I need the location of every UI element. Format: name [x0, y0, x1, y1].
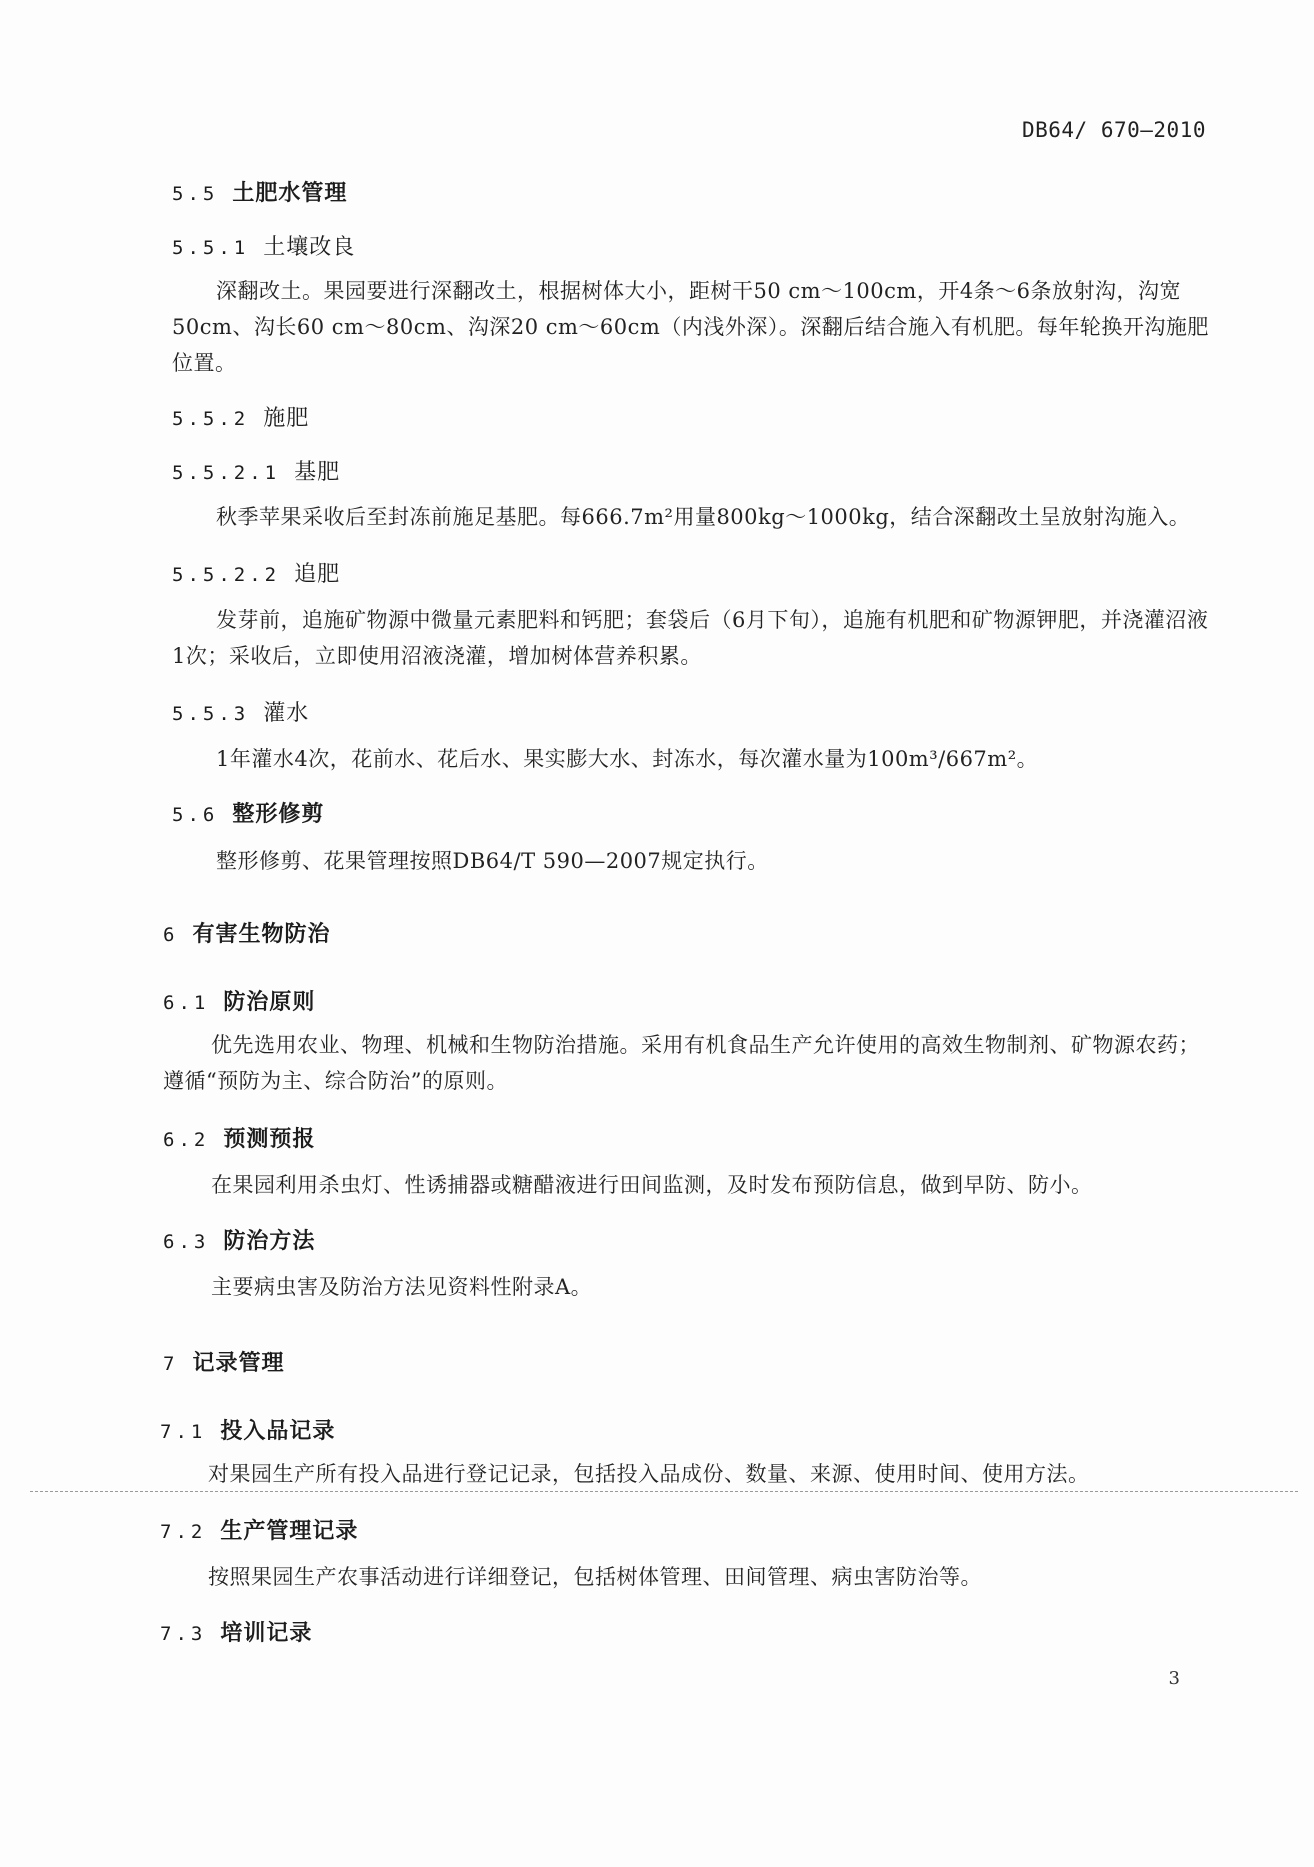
section-number: 5.5.2.1: [172, 462, 281, 484]
section-heading: [160, 1514, 358, 1545]
section-title: 有害生物防治: [192, 921, 331, 947]
section-heading: [163, 1122, 315, 1153]
section-number: 6.2: [163, 1129, 210, 1151]
section-title: 追肥: [294, 562, 341, 587]
section-number: 7.1: [160, 1421, 207, 1443]
document-code: DB64/ 670—2010: [1021, 118, 1206, 142]
section-title: 培训记录: [220, 1620, 313, 1646]
section-title: 防治方法: [223, 1228, 316, 1254]
section-heading: [163, 917, 330, 948]
page-number: 3: [1168, 1668, 1180, 1689]
paragraph: 按照果园生产农事活动进行详细登记，包括树体管理、田间管理、病虫害防治等。: [208, 1565, 982, 1589]
paragraph: 主要病虫害及防治方法见资料性附录A。: [211, 1275, 593, 1299]
paragraph: 秋季苹果采收后至封冻前施足基肥。每666.7m²用量800kg～1000kg，结合深翻改土呈放射沟施入。: [216, 505, 1191, 529]
section-title: 施肥: [263, 406, 310, 431]
section-number: 7.2: [160, 1521, 207, 1543]
section-title: 土肥水管理: [232, 180, 348, 206]
section-heading: [163, 1346, 284, 1377]
section-title: 生产管理记录: [220, 1518, 359, 1544]
paragraph: 对果园生产所有投入品进行登记记录，包括投入品成份、数量、来源、使用时间、使用方法。: [208, 1462, 1090, 1486]
section-heading: [172, 176, 347, 207]
paragraph: 整形修剪、花果管理按照DB64/T 590—2007规定执行。: [216, 849, 769, 873]
section-heading: [172, 797, 324, 828]
section-number: 6.3: [163, 1231, 210, 1253]
paragraph: 优先选用农业、物理、机械和生物防治措施。采用有机食品生产允许使用的高效生物制剂、矿物源农药；遵循“预防为主、综合防治”的原则。: [163, 1033, 1200, 1093]
section-number: 5.5.2.2: [172, 564, 281, 586]
section-heading: [172, 557, 340, 588]
section-heading: [163, 1224, 315, 1255]
section-title: 灌水: [263, 701, 310, 726]
section-number: 7: [163, 1353, 179, 1375]
section-heading: [160, 1414, 335, 1445]
section-title: 土壤改良: [263, 235, 356, 260]
section-number: 5.5.3: [172, 703, 250, 725]
section-number: 5.5: [172, 183, 219, 205]
section-heading: [172, 696, 309, 727]
section-heading: [163, 985, 315, 1016]
section-title: 基肥: [294, 460, 341, 485]
section-title: 记录管理: [192, 1350, 285, 1376]
section-title: 整形修剪: [232, 801, 325, 827]
section-heading: [172, 455, 340, 486]
section-heading: [172, 230, 355, 261]
paragraph: 在果园利用杀虫灯、性诱捕器或糖醋液进行田间监测，及时发布预防信息，做到早防、防小。: [211, 1173, 1093, 1197]
section-heading: [160, 1616, 312, 1647]
paragraph: 发芽前，追施矿物源中微量元素肥料和钙肥；套袋后（6月下旬），追施有机肥和矿物源钾肥，并浇灌沼液1次；采收后，立即使用沼液浇灌，增加树体营养积累。: [172, 608, 1209, 668]
paragraph: 深翻改土。果园要进行深翻改土，根据树体大小，距树干50 cm～100cm，开4条～6条放射沟，沟宽50cm、沟长60 cm～80cm、沟深20 cm～60cm（内浅外深）。深翻后结合施入有机肥。每年轮换开沟施肥位置。: [172, 279, 1209, 375]
paragraph: 1年灌水4次，花前水、花后水、果实膨大水、封冻水，每次灌水量为100m³/667m²。: [216, 747, 1039, 771]
section-title: 防治原则: [223, 989, 316, 1015]
section-heading: [172, 401, 309, 432]
section-number: 5.5.2: [172, 408, 250, 430]
section-number: 5.6: [172, 804, 219, 826]
section-title: 投入品记录: [220, 1418, 336, 1444]
section-number: 7.3: [160, 1623, 207, 1645]
section-title: 预测预报: [223, 1126, 316, 1152]
section-number: 6.1: [163, 992, 210, 1014]
section-number: 6: [163, 924, 179, 946]
section-number: 5.5.1: [172, 237, 250, 259]
